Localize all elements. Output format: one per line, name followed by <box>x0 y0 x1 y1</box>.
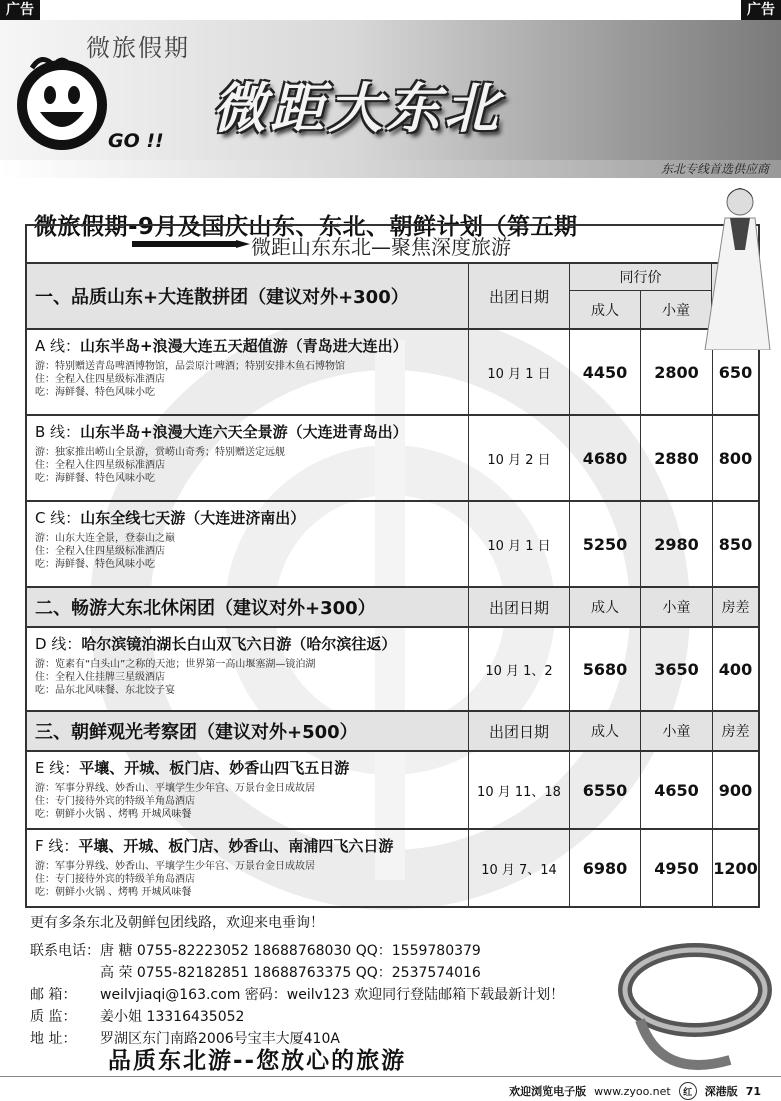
route-name: 山东半岛+浪漫大连六天全景游（大连进青岛出） <box>80 423 408 441</box>
route-hotel: 住：全程入住四星级标准酒店 <box>35 460 165 471</box>
phone-contact-2: 高 荣 0755-82182851 18688763375 QQ：2537574016 <box>100 965 481 981</box>
route-food: 吃：朝鲜小火锅 、烤鸭 开城风味餐 <box>35 809 192 820</box>
banner-title: 微距大东北 <box>212 77 502 140</box>
col-adult: 成人 <box>591 302 619 319</box>
supervise-label: 质 监： <box>30 1009 77 1025</box>
route-row <box>27 628 758 712</box>
arrow-right-icon <box>132 240 250 248</box>
col-date: 出团日期 <box>468 712 569 750</box>
slogan: 品质东北游--您放心的旅游 <box>108 1048 407 1074</box>
go-text: GO !! <box>108 130 164 152</box>
brand-small: 微旅假期 <box>86 34 190 62</box>
section-header <box>27 588 758 628</box>
route-prefix: E 线： <box>35 759 80 777</box>
route-name: 平壤、开城、板门店、妙香山、南浦四飞六日游 <box>78 837 394 855</box>
route-food: 吃：海鲜餐、特色风味小吃 <box>35 473 155 484</box>
route-date: 10 月 1、2 <box>468 628 569 710</box>
phone-contact-1: 唐 糖 0755-82223052 18688768030 QQ：1559780379 <box>100 943 481 959</box>
section-header <box>27 264 758 330</box>
smiley-logo-icon <box>12 50 112 150</box>
route-row <box>27 416 758 502</box>
route-name: 山东半岛+浪漫大连五天超值游（青岛进大连出） <box>80 337 408 355</box>
route-date: 10 月 1 日 <box>468 330 569 414</box>
route-sights: 游：览素有“白头山”之称的天池；世界第一高山堰塞湖—镜泊湖 <box>35 659 316 670</box>
address-label: 地 址： <box>30 1031 77 1047</box>
route-food: 吃：海鲜餐、特色风味小吃 <box>35 559 155 570</box>
section-title: 一、品质山东+大连散拼团（建议对外+300） <box>35 287 409 308</box>
price-child: 4950 <box>640 830 712 906</box>
price-child: 4650 <box>640 752 712 828</box>
route-name: 平壤、开城、板门店、妙香山四飞五日游 <box>79 759 350 777</box>
price-adult: 5680 <box>569 628 640 710</box>
route-prefix: B 线： <box>35 423 81 441</box>
route-name: 山东全线七天游（大连进济南出） <box>80 509 306 527</box>
route-hotel: 住：全程入住挂牌三星级酒店 <box>35 672 165 683</box>
subtitle-row <box>27 224 758 264</box>
route-prefix: A 线： <box>35 337 81 355</box>
route-food: 吃：朝鲜小火锅 、烤鸭 开城风味餐 <box>35 887 192 898</box>
supervise-info: 姜小姐 13316435052 <box>100 1009 245 1025</box>
price-child: 3650 <box>640 628 712 710</box>
route-row <box>27 830 758 906</box>
col-peer-price: 同行价 <box>570 264 711 291</box>
route-date: 10 月 7、14 <box>468 830 569 906</box>
route-prefix: D 线： <box>35 635 82 653</box>
contact-footer <box>30 912 760 1050</box>
route-sights: 游：独家推出崂山全景游，赏崂山奇秀；特别赠送定远舰 <box>35 447 285 458</box>
price-room: 650 <box>712 330 758 414</box>
itinerary-table <box>25 224 760 908</box>
route-sights: 游：山东大连全景，登泰山之巅 <box>35 533 175 544</box>
price-adult: 5250 <box>569 502 640 586</box>
price-adult: 6550 <box>569 752 640 828</box>
route-row <box>27 502 758 588</box>
col-adult: 成人 <box>569 712 640 750</box>
col-adult: 成人 <box>569 588 640 626</box>
email-info: weilvjiaqi@163.com 密码：weilv123 欢迎同行登陆邮箱下载最新计划！ <box>100 987 565 1003</box>
route-sights: 游：军事分界线、妙香山、平壤学生少年宫、万景台金日成故居 <box>35 861 315 872</box>
page-number: 71 <box>745 1084 761 1098</box>
route-date: 10 月 1 日 <box>468 502 569 586</box>
email-label: 邮 箱： <box>30 987 77 1003</box>
price-room: 850 <box>712 502 758 586</box>
price-room: 400 <box>712 628 758 710</box>
subtitle: 微距山东东北—聚焦深度旅游 <box>251 235 511 259</box>
route-hotel: 住：专门接待外宾的特级羊角岛酒店 <box>35 874 195 885</box>
more-routes-note: 更有多条东北及朝鲜包团线路，欢迎来电垂询！ <box>30 915 324 931</box>
route-name: 哈尔滨镜泊湖长白山双飞六日游（哈尔滨往返） <box>81 635 397 653</box>
price-child: 2880 <box>640 416 712 500</box>
route-hotel: 住：全程入住四星级标准酒店 <box>35 546 165 557</box>
edition-name: 深港版 <box>704 1085 738 1098</box>
route-hotel: 住：专门接待外宾的特级羊角岛酒店 <box>35 796 195 807</box>
price-room: 800 <box>712 416 758 500</box>
price-adult: 6980 <box>569 830 640 906</box>
route-prefix: C 线： <box>35 509 81 527</box>
welcome-text: 欢迎浏览电子版 <box>509 1085 587 1098</box>
site-url: www.zyoo.net <box>594 1084 671 1098</box>
col-date: 出团日期 <box>468 264 569 328</box>
price-room: 900 <box>712 752 758 828</box>
page-footer <box>509 1082 761 1100</box>
col-child: 小童 <box>640 588 712 626</box>
col-room: 房差 <box>712 588 758 626</box>
header-banner <box>0 20 781 160</box>
section-header <box>27 712 758 752</box>
col-date: 出团日期 <box>468 588 569 626</box>
section-title: 三、朝鲜观光考察团（建议对外+500） <box>35 722 358 743</box>
address-info: 罗湖区东门南路2006号宝丰大厦410A <box>100 1031 340 1047</box>
route-food: 吃：品东北风味餐、东北饺子宴 <box>35 685 175 696</box>
price-room: 1200 <box>712 830 758 906</box>
price-child: 2800 <box>640 330 712 414</box>
price-adult: 4450 <box>569 330 640 414</box>
route-prefix: F 线： <box>35 837 79 855</box>
price-adult: 4680 <box>569 416 640 500</box>
col-child: 小童 <box>640 291 711 328</box>
route-date: 10 月 2 日 <box>468 416 569 500</box>
ad-label-right: 广告 <box>741 0 781 20</box>
ad-label-left: 广告 <box>0 0 40 20</box>
route-row <box>27 330 758 416</box>
col-room: 房差 <box>712 712 758 750</box>
route-sights: 游：军事分界线、妙香山、平壤学生少年宫、万景台金日成故居 <box>35 783 315 794</box>
phone-label: 联系电话： <box>30 943 100 959</box>
route-row <box>27 752 758 830</box>
section-title: 二、畅游大东北休闲团（建议对外+300） <box>35 598 376 619</box>
route-food: 吃：海鲜餐、特色风味小吃 <box>35 387 155 398</box>
banner-subtag: 东北专线首选供应商 <box>660 162 769 176</box>
route-hotel: 住：全程入住四星级标准酒店 <box>35 374 165 385</box>
col-child: 小童 <box>640 712 712 750</box>
route-date: 10 月 11、18 <box>468 752 569 828</box>
main-title: 微旅假期-9月及国庆山东、东北、朝鲜计划（第五期 <box>34 214 578 240</box>
hanbok-woman-illustration <box>690 180 780 350</box>
route-sights: 游：特别赠送青岛啤酒博物馆，品尝原汁啤酒；特别安排木鱼石博物馆 <box>35 361 345 372</box>
edition-badge: 红 <box>679 1082 697 1100</box>
price-child: 2980 <box>640 502 712 586</box>
